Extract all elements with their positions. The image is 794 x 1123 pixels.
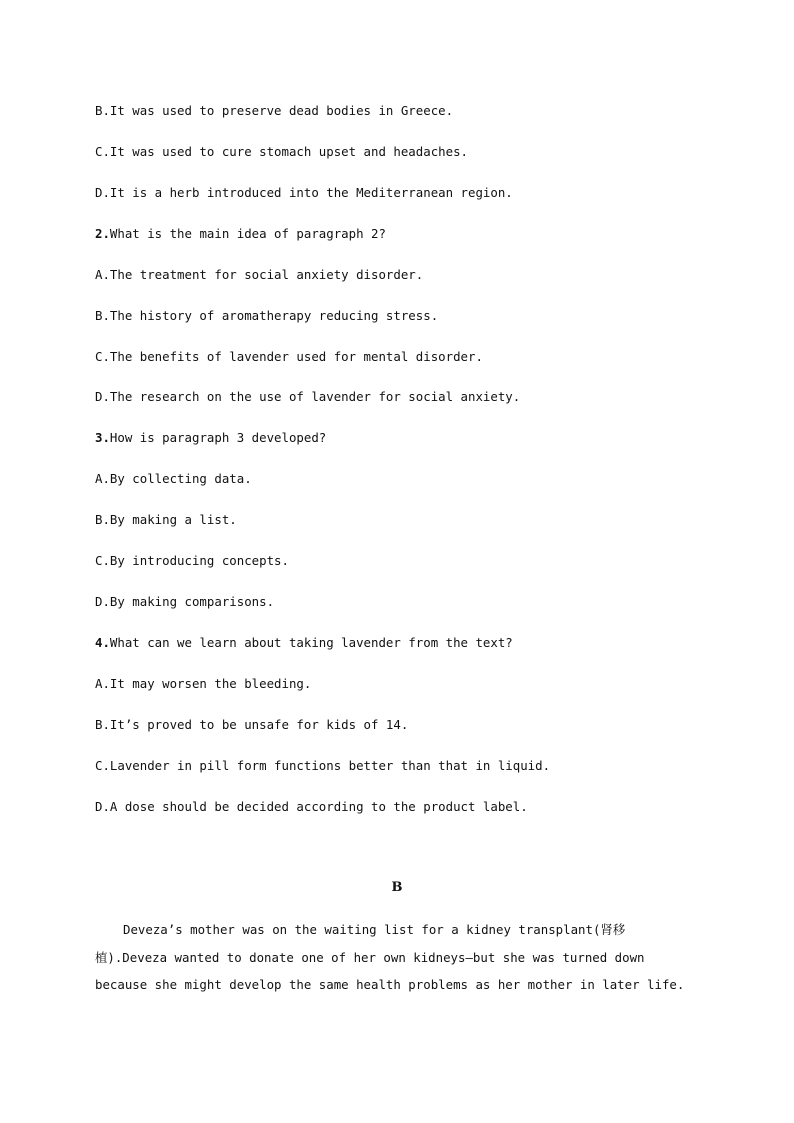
question-2-number: 2.	[95, 226, 110, 241]
question-4	[95, 635, 513, 651]
question-2-text: What is the main idea of paragraph 2?	[109, 226, 386, 241]
question-4-number: 4.	[95, 635, 110, 650]
q3-option-a: A.By collecting data.	[95, 471, 252, 486]
q4-option-d: D.A dose should be decided according to the product label.	[95, 799, 528, 814]
section-b-title: B	[391, 880, 403, 895]
section-b-paragraph	[95, 916, 685, 999]
q3-option-b: B.By making a list.	[95, 512, 237, 527]
question-3-text: How is paragraph 3 developed?	[109, 430, 327, 445]
question-3	[95, 430, 326, 446]
q3-option-d: D.By making comparisons.	[95, 594, 275, 609]
q4-option-b: B.It’s proved to be unsafe for kids of 14.	[95, 717, 409, 732]
question-2	[95, 226, 386, 242]
question-3-number: 3.	[95, 430, 110, 445]
q2-option-c: C.The benefits of lavender used for mental disorder.	[95, 349, 483, 364]
section-b-paragraph-text: Deveza’s mother was on the waiting list for a kidney transplant(肾移植).Deveza wanted to donate one of her own kidneys—but she was turned down because she might develop the same health problems as her mother in later life.	[95, 922, 685, 992]
q4-option-c: C.Lavender in pill form functions better than that in liquid.	[95, 758, 551, 773]
q1-option-d: D.It is a herb introduced into the Mediterranean region.	[95, 185, 513, 200]
question-4-text: What can we learn about taking lavender from the text?	[109, 635, 513, 650]
q1-option-c: C.It was used to cure stomach upset and headaches.	[95, 144, 468, 159]
q2-option-d: D.The research on the use of lavender for social anxiety.	[95, 389, 521, 404]
q3-option-c: C.By introducing concepts.	[95, 553, 289, 568]
q4-option-a: A.It may worsen the bleeding.	[95, 676, 312, 691]
q2-option-b: B.The history of aromatherapy reducing stress.	[95, 308, 439, 323]
q2-option-a: A.The treatment for social anxiety disorder.	[95, 267, 424, 282]
q1-option-b: B.It was used to preserve dead bodies in Greece.	[95, 103, 454, 118]
